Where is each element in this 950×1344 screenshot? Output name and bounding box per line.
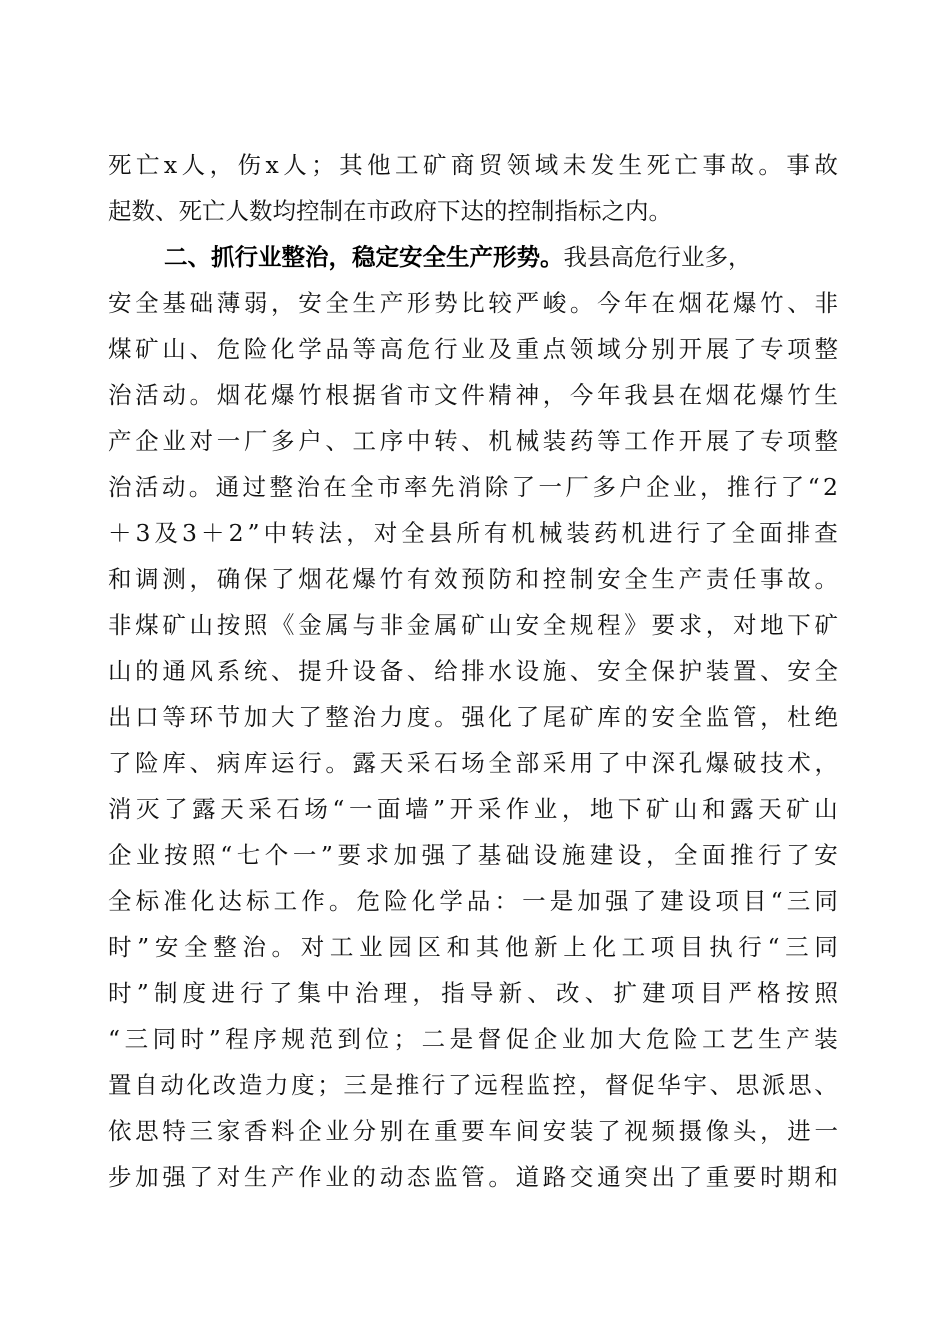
text-line: 出 口 等 环 节 加 大 了 整 治 力 度 。 强 化 了 尾 矿 库 的 安 全 监 管 ， 杜 绝: [108, 703, 838, 731]
text-line: 产 企 业 对 一 厂 多 户 、 工 序 中 转 、 机 械 装 药 等 工 作 开 展 了 专 项 整: [108, 427, 838, 455]
section-heading: 二、抓行业整治，稳定安全生产形势。: [164, 243, 564, 271]
text-line: 和 调 测 ， 确 保 了 烟 花 爆 竹 有 效 预 防 和 控 制 安 全 生 产 责 任 事 故 。: [108, 565, 838, 593]
text-line: 安 全 基 础 薄 弱 ， 安 全 生 产 形 势 比 较 严 峻 。 今 年 在 烟 花 爆 竹 、 非: [108, 289, 838, 317]
text-line: 消 灭 了 露 天 采 石 场 “ 一 面 墙 ” 开 采 作 业 ， 地 下 矿 山 和 露 天 矿 山: [108, 795, 838, 823]
text-line: 煤 矿 山 、 危 险 化 学 品 等 高 危 行 业 及 重 点 领 域 分 别 开 展 了 专 项 整: [108, 335, 838, 363]
text-line: 置 自 动 化 改 造 力 度 ； 三 是 推 行 了 远 程 监 控 ， 督 促 华 宇 、 思 派 思 、: [108, 1071, 838, 1099]
text-line: 治 活 动 。 通 过 整 治 在 全 市 率 先 消 除 了 一 厂 多 户 企 业 ， 推 行 了 “ 2: [108, 473, 838, 501]
text-line: 时 ” 制 度 进 行 了 集 中 治 理 ， 指 导 新 、 改 、 扩 建 项 目 严 格 按 照: [108, 979, 838, 1007]
text-line: 全 标 准 化 达 标 工 作 。 危 险 化 学 品 ： 一 是 加 强 了 建 设 项 目 “ 三 同: [108, 887, 838, 915]
text-line: 死 亡 x 人 ， 伤 x 人 ； 其 他 工 矿 商 贸 领 域 未 发 生 死 亡 事 故 。 事 故: [108, 151, 838, 179]
text-line: 步 加 强 了 对 生 产 作 业 的 动 态 监 管 。 道 路 交 通 突 出 了 重 要 时 期 和: [108, 1163, 838, 1191]
text-line: 非 煤 矿 山 按 照 《 金 属 与 非 金 属 矿 山 安 全 规 程 》 要 求 ， 对 地 下 矿: [108, 611, 838, 639]
text-line: 依 思 特 三 家 香 料 企 业 分 别 在 重 要 车 间 安 装 了 视 频 摄 像 头 ， 进 一: [108, 1117, 838, 1145]
text-line: 山 的 通 风 系 统 、 提 升 设 备 、 给 排 水 设 施 、 安 全 保 护 装 置 、 安 全: [108, 657, 838, 685]
text-line: 治 活 动 。 烟 花 爆 竹 根 据 省 市 文 件 精 神 ， 今 年 我 县 在 烟 花 爆 竹 生: [108, 381, 838, 409]
text-line: 时 ” 安 全 整 治 。 对 工 业 园 区 和 其 他 新 上 化 工 项 目 执 行 “ 三 同: [108, 933, 838, 961]
text-line: “ 三 同 时 ” 程 序 规 范 到 位 ； 二 是 督 促 企 业 加 大 危 险 工 艺 生 产 装: [108, 1025, 838, 1053]
text-line: ＋ 3 及 3 ＋ 2 ” 中 转 法 ， 对 全 县 所 有 机 械 装 药 机 进 行 了 全 面 排 查: [108, 519, 838, 547]
section-lead-text: 我县高危行业多，: [563, 243, 752, 271]
text-line: 企 业 按 照 “ 七 个 一 ” 要 求 加 强 了 基 础 设 施 建 设 ， 全 面 推 行 了 安: [108, 841, 838, 869]
text-line: 起数、死亡人数均控制在市政府下达的控制指标之内。: [108, 197, 672, 225]
section-heading-line: [108, 234, 838, 280]
text-line: 了 险 库 、 病 库 运 行 。 露 天 采 石 场 全 部 采 用 了 中 深 孔 爆 破 技 术 ，: [108, 749, 838, 777]
document-body: [108, 142, 838, 1200]
